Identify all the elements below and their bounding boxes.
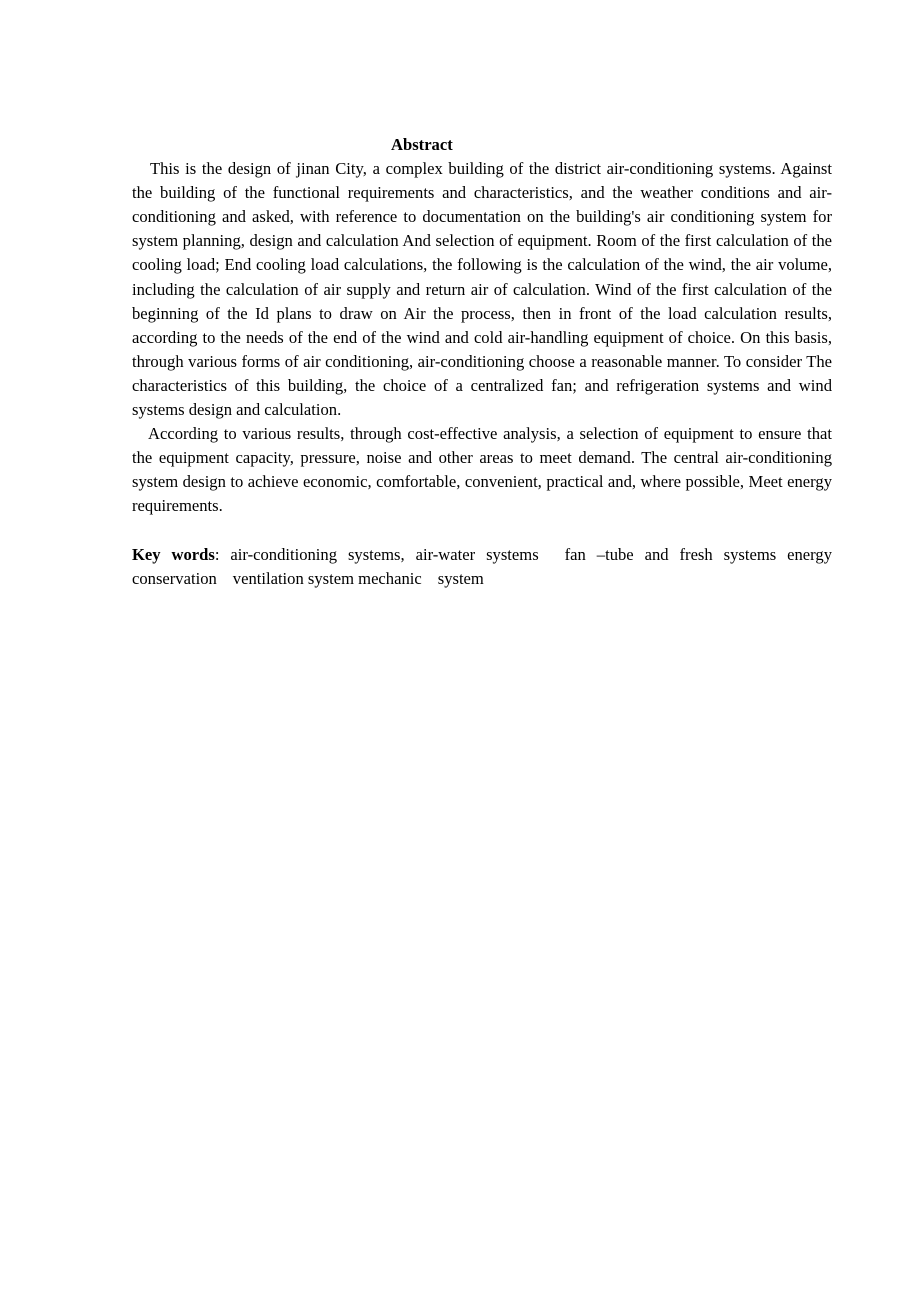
keyword-item-2: fan –tube and fresh systems energy conservation xyxy=(132,544,832,588)
keyword-item-3: ventilation system mechanic xyxy=(232,568,422,588)
keywords-label: Key words xyxy=(132,544,215,564)
abstract-paragraph-1: This is the design of jinan City, a complex building of the district air-conditioning systems. Against the building of the functional requirements and characteristics, and the weather conditions and air-conditioning and asked, with reference to documentation on the building's air conditioning system for system planning, design and calculation And selection of equipment. Room of the first calculation of the cooling load; End cooling load calculations, the following is the calculation of the wind, the air volume, including the calculation of air supply and return air of calculation. Wind of the first calculation of the beginning of the Id plans to draw on Air the process, then in front of the load calculation results, according to the needs of the end of the wind and cold air-handling equipment of choice. On this basis, through various forms of air conditioning, air-conditioning choose a reasonable manner. To consider The characteristics of this building, the choice of a centralized fan; and refrigeration systems and wind systems design and calculation. xyxy=(132,159,832,420)
keyword-item-1: air-conditioning systems, air-water systems xyxy=(230,544,539,564)
abstract-section xyxy=(132,133,832,591)
keywords-line xyxy=(132,543,832,591)
keyword-item-4: system xyxy=(437,568,484,588)
abstract-paragraph-2: According to various results, through cost-effective analysis, a selection of equipment to ensure that the equipment capacity, pressure, noise and other areas to meet demand. The central air-conditioning system design to achieve economic, comfortable, convenient, practical and, where possible, Meet energy requirements. xyxy=(132,424,832,516)
abstract-heading: Abstract xyxy=(391,135,453,154)
keywords-separator: : xyxy=(214,544,231,564)
section-spacer xyxy=(132,519,832,543)
